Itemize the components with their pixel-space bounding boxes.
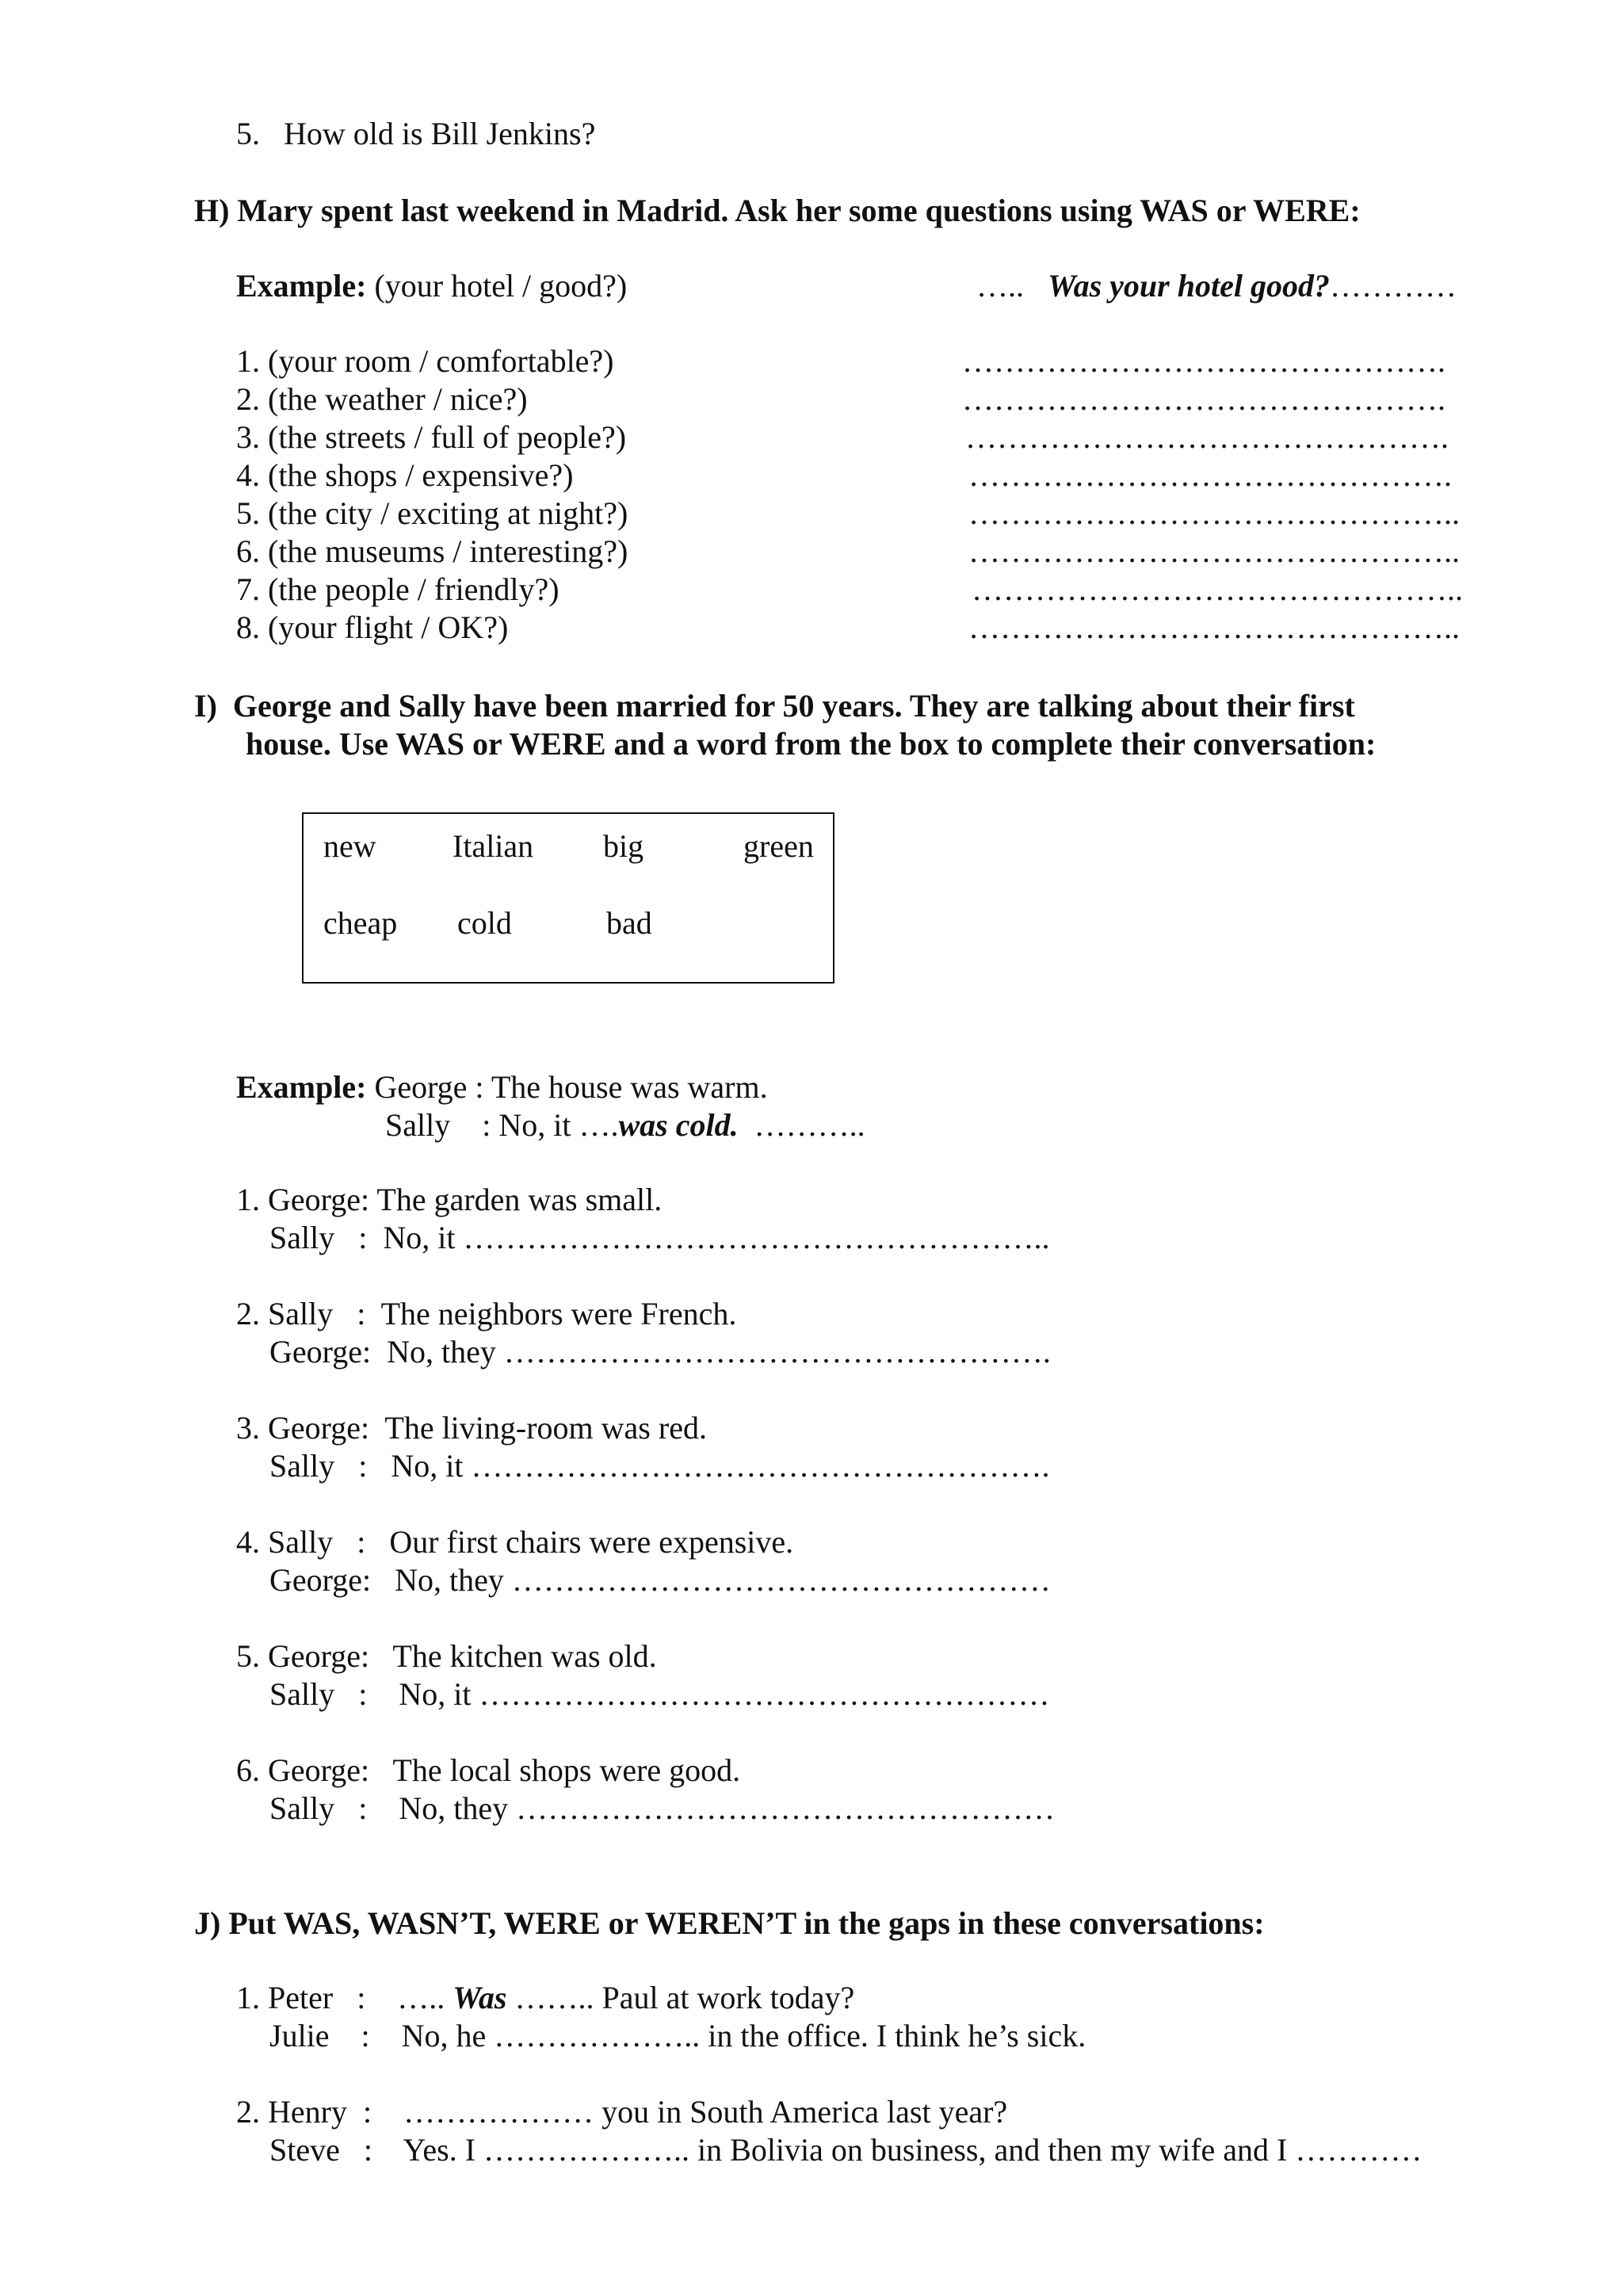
section-h-item-1-prompt: 1. (your room / comfortable?) bbox=[236, 343, 614, 379]
section-i-item-6-line-1: 6. George: The local shops were good. bbox=[236, 1752, 741, 1788]
section-i-item-5-line-2[interactable]: Sally : No, it ……………………………………………… bbox=[269, 1676, 1050, 1712]
section-i-item-2-line-2[interactable]: George: No, they ……………………………………………. bbox=[269, 1334, 1051, 1370]
section-h-item-6-blank[interactable]: ……………………………………….. bbox=[968, 533, 1460, 569]
question-5 bbox=[236, 115, 595, 153]
example-answer: Was your hotel good? bbox=[1048, 268, 1330, 304]
example-label: Example: bbox=[236, 1069, 367, 1105]
word-box-item: bad bbox=[606, 905, 652, 941]
section-i-heading-line-2: house. Use WAS or WERE and a word from the box to complete their conversation: bbox=[246, 726, 1377, 762]
question-text: How old is Bill Jenkins? bbox=[284, 116, 596, 151]
section-i-example-line-2 bbox=[385, 1106, 865, 1144]
section-i-item-4-line-2[interactable]: George: No, they …………………………………………… bbox=[269, 1562, 1051, 1598]
section-i-item-5-line-1: 5. George: The kitchen was old. bbox=[236, 1638, 657, 1674]
gap-lead-dots: 1. Peter : ….. bbox=[236, 1980, 445, 2015]
section-h-item-7-prompt: 7. (the people / friendly?) bbox=[236, 571, 559, 607]
section-h-item-4-blank[interactable]: ………………………………………. bbox=[968, 457, 1452, 493]
example-lead-dots: ….. bbox=[976, 268, 1024, 304]
section-i-item-2-line-1: 2. Sally : The neighbors were French. bbox=[236, 1296, 737, 1331]
word-box-item: big bbox=[603, 828, 644, 864]
section-h-item-5-prompt: 5. (the city / exciting at night?) bbox=[236, 495, 628, 531]
example-sally-lead: Sally : No, it …. bbox=[385, 1107, 619, 1143]
example-label: Example: bbox=[236, 268, 367, 304]
section-i-heading-line-1: I) George and Sally have been married for 50 years. They are talking about their first bbox=[194, 688, 1355, 724]
section-j-heading: J) Put WAS, WASN’T, WERE or WEREN’T in the gaps in these conversations: bbox=[194, 1905, 1265, 1941]
example-answer: Was bbox=[453, 1980, 507, 2015]
section-h-item-3-prompt: 3. (the streets / full of people?) bbox=[236, 419, 627, 455]
section-h-heading: H) Mary spent last weekend in Madrid. Ask her some questions using WAS or WERE: bbox=[194, 193, 1361, 228]
section-h-item-1-blank[interactable]: ………………………………………. bbox=[962, 343, 1445, 379]
example-prompt: (your hotel / good?) bbox=[374, 268, 628, 304]
section-h-item-3-blank[interactable]: ………………………………………. bbox=[965, 419, 1449, 455]
word-box-item: Italian bbox=[453, 828, 534, 864]
section-h-item-4-prompt: 4. (the shops / expensive?) bbox=[236, 457, 574, 493]
section-h-item-7-blank[interactable]: ……………………………………….. bbox=[972, 571, 1463, 607]
section-h-item-5-blank[interactable]: ……………………………………….. bbox=[968, 495, 1460, 531]
section-h-example-answer bbox=[976, 267, 1457, 305]
section-i-item-1-line-1: 1. George: The garden was small. bbox=[236, 1182, 663, 1217]
question-number: 5. bbox=[236, 116, 260, 151]
section-j-item-1-line-2[interactable]: Julie : No, he ……………….. in the office. I think he’s sick. bbox=[269, 2018, 1086, 2053]
section-h-example bbox=[236, 267, 627, 305]
section-i-example-line-1 bbox=[236, 1068, 768, 1106]
section-h-item-8-blank[interactable]: ……………………………………….. bbox=[968, 609, 1460, 645]
example-answer: was cold. bbox=[618, 1107, 739, 1143]
example-trail-dots: ……….. bbox=[738, 1107, 865, 1143]
section-i-item-4-line-1: 4. Sally : Our first chairs were expensive. bbox=[236, 1524, 794, 1560]
example-george-line: George : The house was warm. bbox=[374, 1069, 768, 1105]
example-trail-dots: ………… bbox=[1329, 268, 1457, 304]
section-h-item-6-prompt: 6. (the museums / interesting?) bbox=[236, 533, 628, 569]
section-i-item-3-line-2[interactable]: Sally : No, it ………………………………………………. bbox=[269, 1448, 1050, 1484]
word-box-item: green bbox=[743, 828, 814, 864]
word-box-item: cold bbox=[457, 905, 512, 941]
gap-trail: …….. Paul at work today? bbox=[506, 1980, 855, 2015]
word-box-item: new bbox=[323, 828, 376, 864]
section-h-item-2-prompt: 2. (the weather / nice?) bbox=[236, 381, 528, 417]
section-i-item-6-line-2[interactable]: Sally : No, they …………………………………………… bbox=[269, 1790, 1056, 1826]
section-i-item-1-line-2[interactable]: Sally : No, it ……………………………………………….. bbox=[269, 1220, 1050, 1255]
word-box-item: cheap bbox=[323, 905, 398, 941]
section-h-item-2-blank[interactable]: ………………………………………. bbox=[962, 381, 1445, 417]
section-i-item-3-line-1: 3. George: The living-room was red. bbox=[236, 1410, 707, 1446]
section-j-item-2-line-2[interactable]: Steve : Yes. I ……………….. in Bolivia on business, and then my wife and I ………… bbox=[269, 2132, 1423, 2168]
section-h-item-8-prompt: 8. (your flight / OK?) bbox=[236, 609, 509, 645]
section-j-item-2-line-1[interactable]: 2. Henry : ……………… you in South America last year? bbox=[236, 2094, 1008, 2130]
section-j-item-1-line-1[interactable] bbox=[236, 1979, 854, 2017]
